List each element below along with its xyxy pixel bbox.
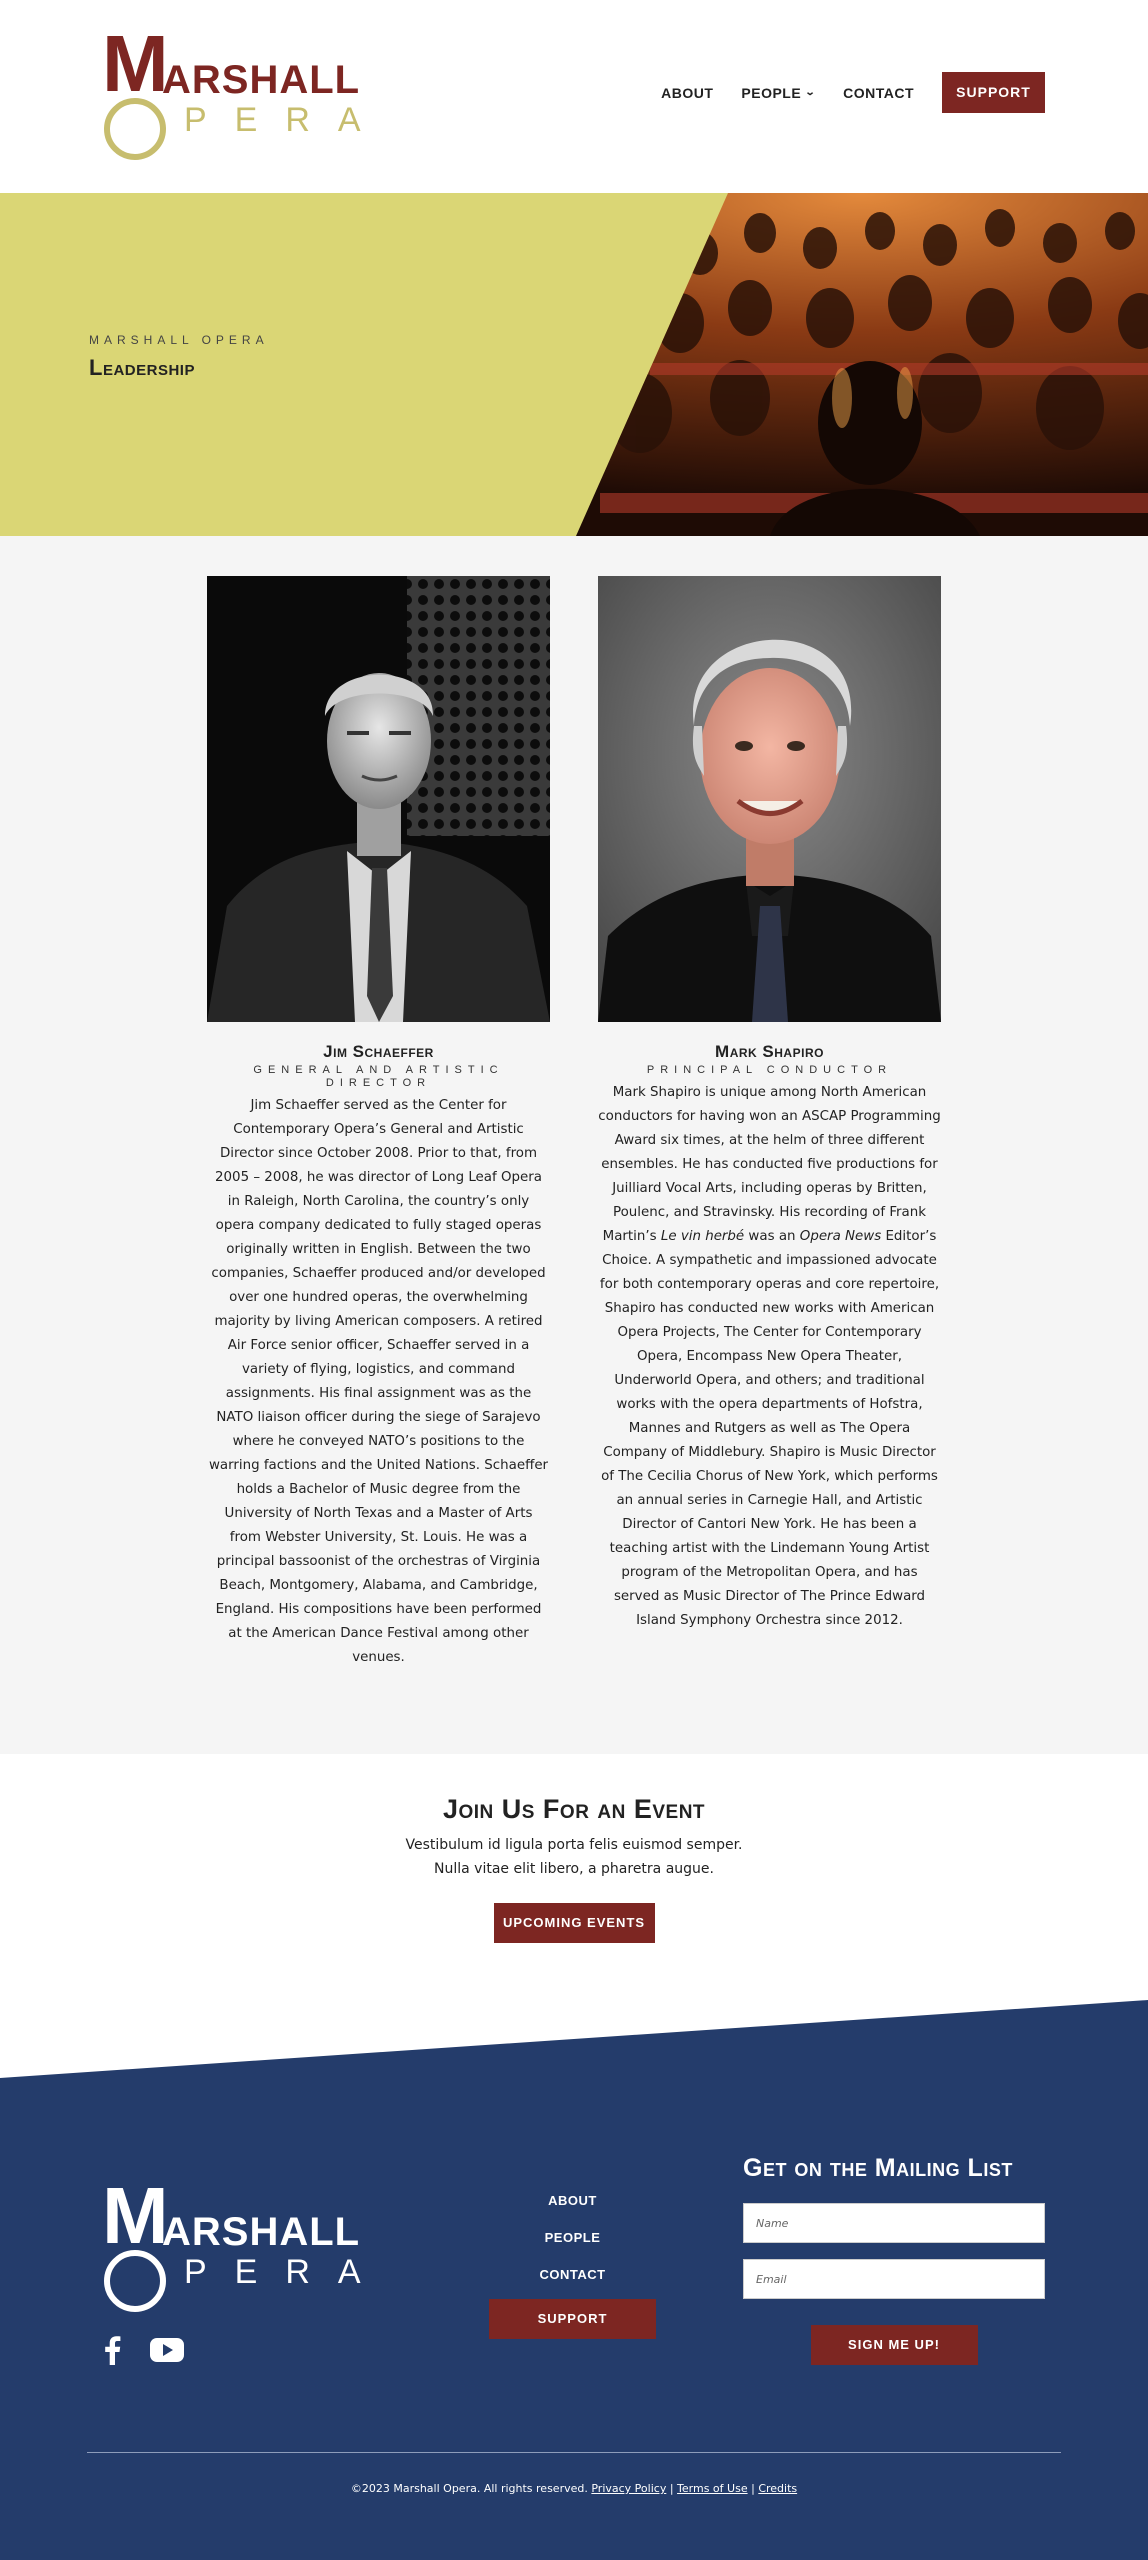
logo-pera: PERA (184, 2253, 389, 2291)
name-input[interactable] (743, 2203, 1045, 2243)
nav-people-label: PEOPLE (741, 84, 802, 101)
upcoming-events-button[interactable]: UPCOMING EVENTS (494, 1903, 655, 1943)
separator: | (751, 2482, 755, 2495)
leader-name: Mark Shapiro (715, 1042, 824, 1061)
leader-role: PRINCIPAL CONDUCTOR (646, 1064, 893, 1076)
hero-eyebrow: MARSHALL OPERA (89, 333, 269, 347)
leadership-section (0, 536, 1148, 1754)
event-text (0, 1833, 1148, 1881)
hero-banner (0, 193, 1148, 536)
marshall-opera-logo[interactable] (102, 19, 389, 160)
logo-arshall: ARSHALL (162, 58, 361, 102)
bio-text: Mark Shapiro is unique among North American conductors for having won an ASCAP Programming Award six times, at the helm of three different ensembles. He has conducted five productions for Juilliard Vocal Arts, including operas by Britten, Poulenc, and Stravinsky. His recording of Frank Martin’s (598, 1085, 941, 1244)
footer-support-button[interactable]: SUPPORT (489, 2299, 656, 2339)
terms-of-use-link[interactable]: Terms of Use (677, 2482, 748, 2495)
logo-o-ring (104, 98, 166, 160)
logo-m: M (102, 19, 169, 108)
support-button[interactable]: SUPPORT (942, 72, 1045, 113)
youtube-icon[interactable] (150, 2338, 184, 2362)
separator: | (669, 2482, 674, 2495)
privacy-policy-link[interactable]: Privacy Policy (591, 2482, 667, 2495)
footer-nav-people[interactable]: PEOPLE (544, 2230, 601, 2245)
email-input[interactable] (743, 2259, 1045, 2299)
event-cta (0, 1754, 1148, 1943)
credits-link[interactable]: Credits (758, 2482, 798, 2495)
event-title: Join Us For an Event (442, 1794, 706, 1824)
site-header (0, 0, 1148, 193)
nav-contact[interactable]: CONTACT (843, 84, 914, 101)
footer-nav (489, 2182, 656, 2339)
copyright-bar (0, 2482, 1148, 2495)
mailing-title: Get on the Mailing List (743, 2154, 1013, 2182)
bio-text: was an (744, 1229, 800, 1244)
leader-card (598, 576, 941, 1633)
bio-text: Editor’s Choice. A sympathetic and impassioned advocate for both contemporary operas and core repertoire, Shapiro has conducted new works with American Opera Projects, The Center for Contemporary Opera, Encompass New Opera Theater, Underworld Opera, and others; and traditional works with the opera departments of Hofstra, Mannes and Rutgers as well as The Opera Company of Middlebury. Shapiro is Music Director of The Cecilia Chorus of New York, which performs an annual series in Carnegie Hall, and Artistic Director of Cantori New York. He has been a teaching artist with the Lindemann Young Artist program of the Metropolitan Opera, and has served as Music Director of The Prince Edward Island Symphony Orchestra since 2012. (599, 1229, 940, 1628)
mark-shapiro-portrait (598, 576, 941, 1022)
logo-o-ring (104, 2250, 166, 2312)
chevron-down-icon: ⌄ (804, 87, 817, 98)
event-line-1: Vestibulum id ligula porta felis euismod semper. (405, 1837, 743, 1853)
logo-m: M (102, 2171, 169, 2260)
nav-people[interactable] (741, 85, 815, 101)
footer-logo[interactable] (102, 2171, 389, 2312)
page-title: Leadership (89, 355, 195, 380)
jim-schaeffer-portrait (207, 576, 550, 1022)
logo-arshall: ARSHALL (162, 2210, 361, 2254)
nav-about[interactable]: ABOUT (661, 84, 714, 101)
facebook-icon[interactable] (102, 2335, 122, 2365)
leader-card (207, 576, 550, 1670)
leader-bio: Jim Schaeffer served as the Center for Contemporary Opera’s General and Artistic Director since October 2008. Prior to that, from 2005 – 2008, he was director of Long Leaf Opera in Raleigh, North Carolina, the country’s only opera company dedicated to fully staged operas originally written in English. Between the two companies, Schaeffer produced and/or developed over one hundred operas, the overwhelming majority by living American composers. A retired Air Force senior officer, Schaeffer served in a variety of flying, logistics, and command assignments. His final assignment was as the NATO liaison officer during the siege of Sarajevo where he conveyed NATO’s positions to the warring factions and the United Nations. Schaeffer holds a Bachelor of Music degree from the University of North Texas and a Master of Arts from Webster University, St. Louis. He was a principal bassoonist of the orchestras of Virginia Beach, Montgomery, Alabama, and Cambridge, England. His compositions have been performed at the American Dance Festival among other venues. (208, 1098, 549, 1665)
footer-nav-contact[interactable]: CONTACT (539, 2267, 606, 2282)
footer-nav-about[interactable]: ABOUT (548, 2193, 597, 2208)
event-line-2: Nulla vitae elit libero, a pharetra augue. (434, 1861, 714, 1877)
logo-pera: PERA (184, 101, 389, 139)
leader-name: Jim Schaeffer (323, 1042, 434, 1061)
footer-divider (87, 2452, 1061, 2453)
sign-up-button[interactable]: SIGN ME UP! (811, 2325, 978, 2365)
leader-bio (598, 1081, 941, 1633)
bio-work-title: Le vin herbé (660, 1229, 745, 1244)
leader-role: GENERAL AND ARTISTIC DIRECTOR (253, 1064, 504, 1089)
bio-publication: Opera News (799, 1229, 882, 1244)
main-nav (633, 72, 1045, 113)
copyright-text: ©2023 Marshall Opera. All rights reserved. (350, 2482, 588, 2495)
mailing-list-form (743, 2154, 1045, 2365)
social-links (102, 2335, 184, 2365)
